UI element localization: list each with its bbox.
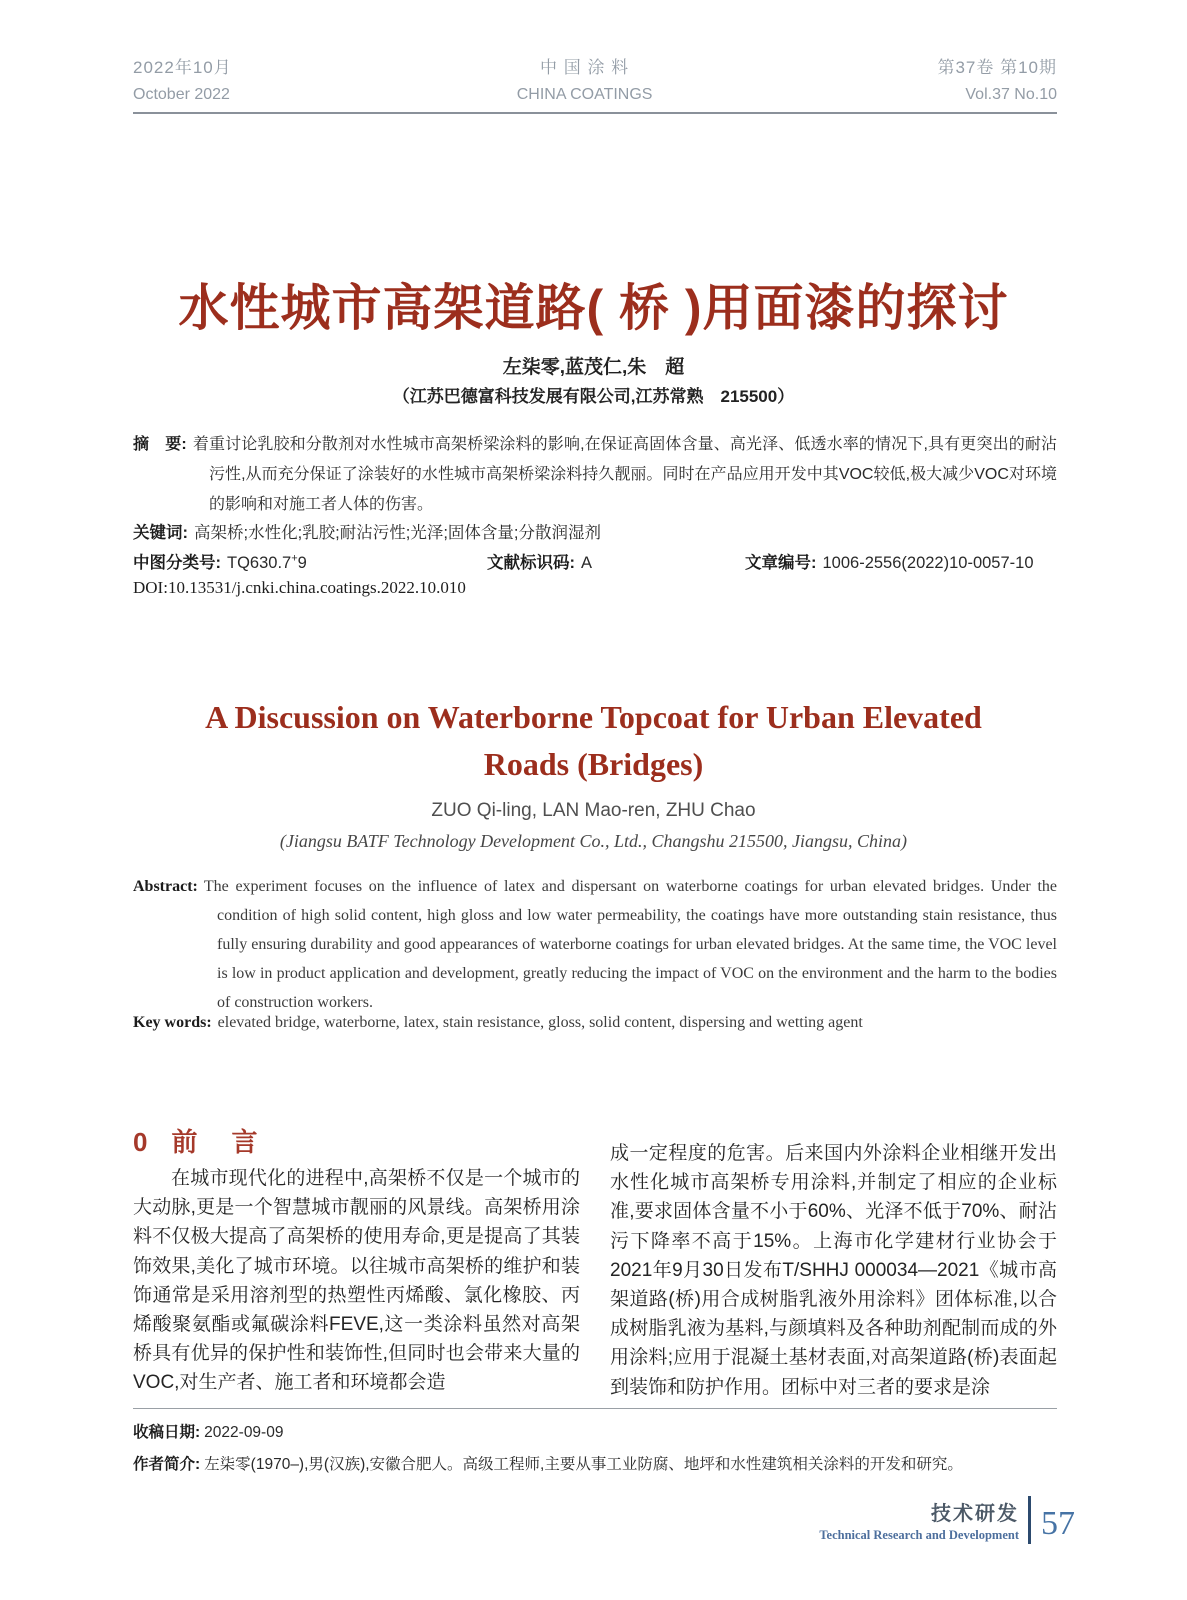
section-0-title: 前 言 — [171, 1127, 262, 1157]
article-title-cn: 水性城市高架道路( 桥 )用面漆的探讨 — [178, 280, 1009, 336]
keywords-cn-text: 高架桥;水性化;乳胶;耐沾污性;光泽;固体含量;分散润湿剂 — [194, 524, 602, 542]
article-id-value: 1006-2556(2022)10-0057-10 — [822, 554, 1034, 572]
header-volume-issue — [937, 54, 1057, 108]
volume-issue-en: Vol.37 No.10 — [965, 86, 1057, 103]
footer-divider-bar — [1028, 1496, 1031, 1544]
abstract-cn — [133, 430, 1057, 520]
running-head — [133, 54, 1057, 108]
article-id — [745, 549, 1034, 573]
keywords-en-text: elevated bridge, waterborne, latex, stain resistance, gloss, solid content, dispersing and wetting agent — [217, 1014, 863, 1031]
authors-en: ZUO Qi-ling, LAN Mao-ren, ZHU Chao — [431, 800, 756, 821]
article-title-en — [0, 694, 1187, 788]
abstract-en-text: The experiment focuses on the influence of latex and dispersant on waterborne coatings for urban elevated bridges. Under the condition of high solid content, high gloss and low water permeability, the coatings have more outstanding stain resistance, thus fully ensuring durability and good appearances of waterborne coatings for urban elevated bridges. At the same time, the VOC level is low in product application and development, greatly reducing the impact of VOC on the environment and the harm to the bodies of construction workers. — [203, 878, 1057, 1011]
author-bio — [133, 1452, 1057, 1474]
header-journal-name — [517, 54, 653, 108]
meta-row — [133, 549, 1057, 571]
affiliation-en: (Jiangsu BATF Technology Development Co., Ltd., Changshu 215500, Jiangsu, China) — [279, 831, 908, 851]
page-footer — [819, 1496, 1075, 1544]
received-date-label: 收稿日期: — [133, 1424, 201, 1441]
author-bio-label: 作者简介: — [133, 1456, 201, 1473]
abstract-cn-text: 着重讨论乳胶和分散剂对水性城市高架桥梁涂料的影响,在保证高固体含量、高光泽、低透水率的情况下,具有更突出的耐沾污性,从而充分保证了涂装好的水性城市高架桥梁涂料持久靓丽。同时在产品应用开发中其VOC较低,极大减少VOC对环境的影响和对施工者人体的伤害。 — [192, 436, 1057, 513]
body-column-left: 在城市现代化的进程中,高架桥不仅是一个城市的大动脉,更是一个智慧城市靓丽的风景线。高架桥用涂料不仅极大提高了高架桥的使用寿命,更是提高了其装饰效果,美化了城市环境。以往城市高架桥的维护和装饰通常是采用溶剂型的热塑性丙烯酸、氯化橡胶、丙烯酸聚氨酯或氟碳涂料FEVE,这一类涂料虽然对高架桥具有优异的保护性和装饰性,但同时也会带来大量的VOC,对生产者、施工者和环境都会造 — [133, 1168, 580, 1394]
keywords-cn-label: 关键词: — [133, 524, 188, 542]
document-code — [487, 549, 592, 573]
footer-section-en: Technical Research and Development — [819, 1528, 1019, 1542]
clc-tail: 9 — [297, 554, 307, 572]
section-0-number: 0 — [133, 1127, 148, 1157]
footnote-divider — [133, 1408, 1057, 1409]
abstract-en-label: Abstract: — [133, 878, 198, 895]
author-bio-value: 左柒零(1970–),男(汉族),安徽合肥人。高级工程师,主要从事工业防腐、地坪和水性建筑相关涂料的开发和研究。 — [204, 1456, 963, 1473]
keywords-cn — [133, 519, 1057, 543]
received-date-value: 2022-09-09 — [204, 1424, 284, 1441]
affiliation-cn: （江苏巴德富科技发展有限公司,江苏常熟 215500） — [392, 387, 795, 406]
abstract-cn-label: 摘 要: — [133, 436, 187, 453]
article-title-en-line1: A Discussion on Waterborne Topcoat for Urban Elevated — [205, 699, 982, 735]
journal-name-cn: 中 国 涂 料 — [540, 58, 630, 77]
page-number: 57 — [1041, 1505, 1075, 1542]
doi: DOI:10.13531/j.cnki.china.coatings.2022.10.010 — [133, 578, 466, 597]
clc-value: TQ630.7 — [227, 554, 292, 572]
clc-superscript: + — [291, 552, 298, 565]
footer-section-cn: 技术研发 — [931, 1503, 1019, 1525]
keywords-en — [133, 1014, 1057, 1032]
journal-name-en: CHINA COATINGS — [516, 86, 653, 103]
footer-section-labels — [819, 1497, 1019, 1543]
received-date — [133, 1420, 1057, 1442]
clc-number — [133, 549, 307, 573]
section-0-heading — [133, 1122, 261, 1159]
document-code-value: A — [581, 554, 593, 572]
volume-issue-cn: 第37卷 第10期 — [937, 58, 1057, 77]
clc-label: 中图分类号: — [133, 554, 221, 572]
document-code-label: 文献标识码: — [487, 554, 575, 572]
authors-cn: 左柒零,蓝茂仁,朱 超 — [502, 357, 685, 378]
article-id-label: 文章编号: — [745, 554, 817, 572]
header-date-en: October 2022 — [133, 86, 230, 103]
header-date-cn: 2022年10月 — [133, 58, 232, 77]
body-column-right: 成一定程度的危害。后来国内外涂料企业相继开发出水性化城市高架桥专用涂料,并制定了相应的企业标准,要求固体含量不小于60%、光泽不低于70%、耐沾污下降率不高于15%。上海市化学建材行业协会于2021年9月30日发布T/SHHJ 000034—2021《城市高架道路(桥)用合成树脂乳液外用涂料》团体标准,以合成树脂乳液为基料,与颜填料及各种助剂配制而成的外用涂料;应用于混凝土基材表面,对高架道路(桥)表面起到装饰和防护作用。团标中对三者的要求是涂 — [610, 1143, 1057, 1398]
abstract-en — [133, 872, 1057, 1017]
keywords-en-label: Key words: — [133, 1014, 212, 1031]
header-issue-date — [133, 54, 232, 108]
header-divider — [133, 112, 1057, 114]
article-title-en-line2: Roads (Bridges) — [483, 746, 704, 782]
